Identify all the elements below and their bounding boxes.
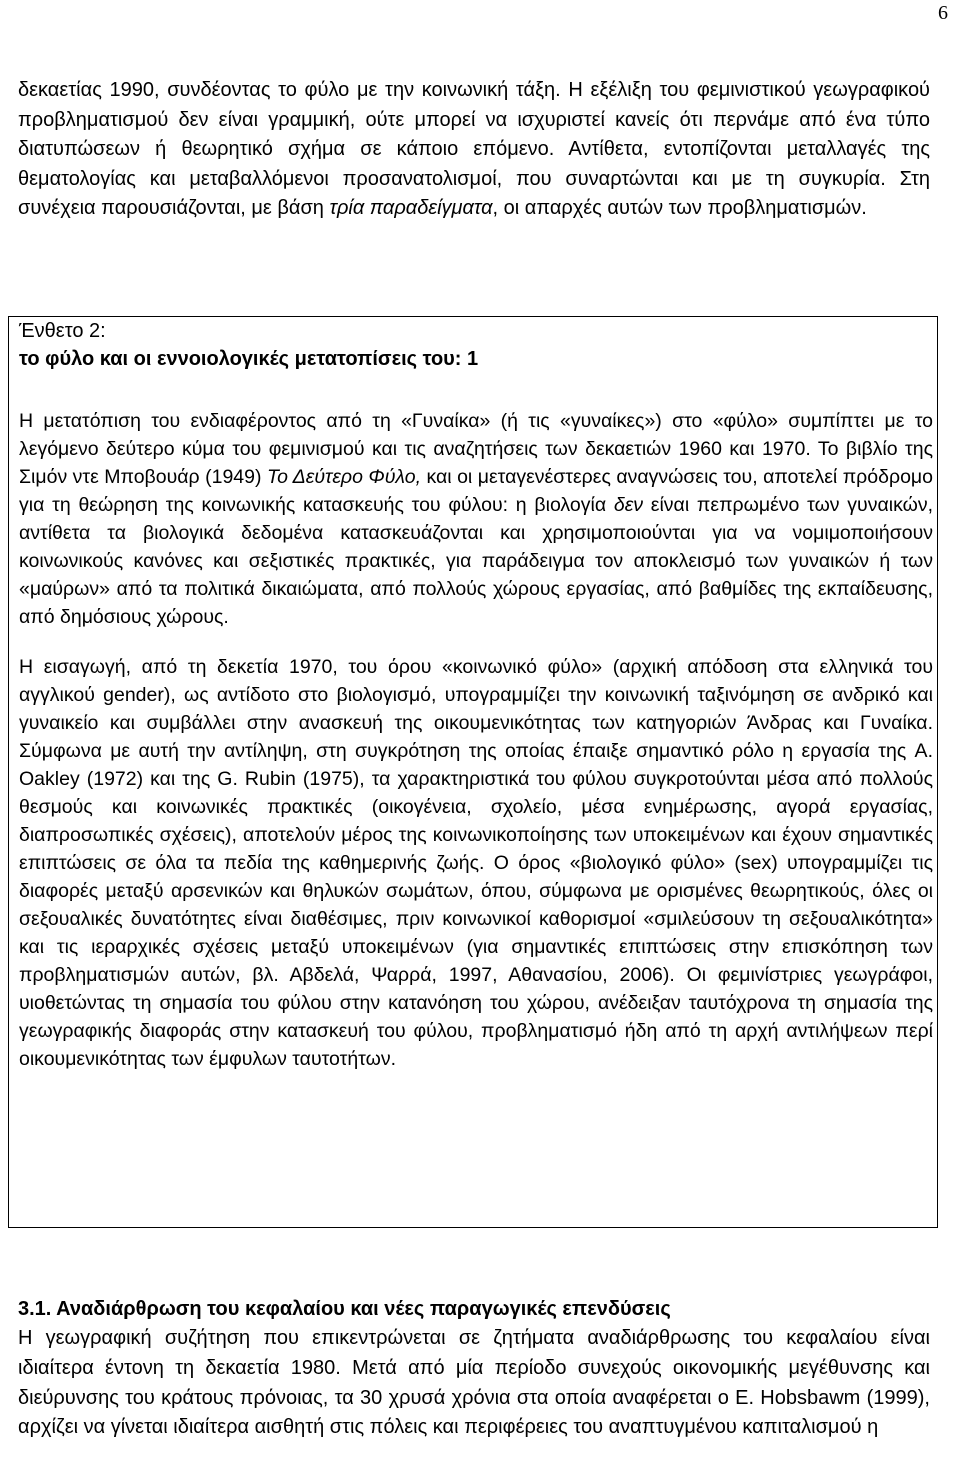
inset-box xyxy=(8,316,938,1228)
inset-p1-text-a: Η μετατόπιση του ενδιαφέροντος από τη «Γυναίκα» (ή τις «γυναίκες») στο «φύλο» συμπίπτει με το λεγόμενο δεύτερο κύμα του φεμινισμού και τις αναζητήσεις των δεκαετιών 1960 και 1970. Το βιβλίο της Σιμόν ντε Μποβουάρ (1949) xyxy=(19,410,933,488)
intro-paragraph xyxy=(18,76,930,224)
section-3-1 xyxy=(18,1294,930,1443)
section-paragraph: Η γεωγραφική συζήτηση που επικεντρώνεται σε ζητήματα αναδιάρθρωσης του κεφαλαίου είναι ιδιαίτερα έντονη τη δεκαετία 1980. Μετά από μία περίοδο συνεχούς οικονομικής μεγέθυνσης και διεύρυνσης του κράτους πρόνοιας, τα 30 χρυσά χρόνια στα οποία αναφέρεται ο E. Hobsbawm (1999), αρχίζει να γίνεται ιδιαίτερα αισθητή στις πόλεις και περιφέρειες του αναπτυγμένου καπιταλισμού η xyxy=(18,1327,930,1439)
inset-paragraph-2: Η εισαγωγή, από τη δεκετία 1970, του όρου «κοινωνικό φύλο» (αρχική απόδοση στα ελληνικά του αγγλικού gender), ως αντίδοτο στο βιολογισμό, υπογραμμίζει την κοινωνική ταξινόμηση σε ανδρικό και γυναικείο και συμβάλλει στην ανασκευή της οικουμενικότητας των κατηγοριών Άνδρας και Γυναίκα. Σύμφωνα με αυτή την αντίληψη, στη συγκρότηση της οποίας έπαιξε σημαντικό ρόλο η εργασία της A. Oakley (1972) και της G. Rubin (1975), τα χαρακτηριστικά του φύλου συγκροτούνται μέσα από πολλούς θεσμούς και κοινωνικές πρακτικές (οικογένεια, σχολείο, μέσα ενημέρωσης, αγορά εργασίας, διαπροσωπικές σχέσεις), αποτελούν μέρος της κοινωνικοποίησης των υποκειμένων και έχουν σημαντικές επιπτώσεις σε όλα τα πεδία της καθημερινής ζωής. Ο όρος «βιολογικό φύλο» (sex) υπογραμμίζει τις διαφορές μεταξύ αρσενικών και θηλυκών σωμάτων, όπου, σύμφωνα με ορισμένες θεωρητικούς, όλες οι σεξουαλικές δυνατότητες είναι διαθέσιμες, πριν κοινωνικοί καθορισμοί «σμιλεύσουν τη σεξουαλικότητα» και τις ιεραρχικές σχέσεις μεταξύ υποκειμένων (για σημαντικές επιπτώσεις στην επισκόπηση των προβληματισμών αυτών, βλ. Αβδελά, Ψαρρά, 1997, Αθανασίου, 2006). Οι φεμινίστριες γεωγράφοι, υιοθετώντας τη σημασία του φύλου στην κατανόηση του χώρου, ανέδειξαν ταυτόχρονα τη σημασία της γεωγραφικής διαφοράς στην κατασκευή του φύλου, προβληματισμό ήδη από τη αρχή αντιλήψεων περί οικουμενικότητας των έμφυλων ταυτοτήτων. xyxy=(19,656,933,1070)
inset-p1-text-c: είναι πεπρωμένο των γυναικών, αντίθετα τα βιολογικά δεδομένα κατασκευάζονται και χρησιμοποιούνται για να νομιμοποιήσουν κοινωνικούς κανόνες και σεξιστικές πρακτικές, για παράδειγμα τον αποκλεισμό των γυναικών ή των «μαύρων» από τα πολιτικά δικαιώματα, από πολλούς χώρους εργασίας, από βαθμίδες της εκπαίδευσης, από δημόσιους χώρους. xyxy=(19,494,933,628)
inset-p1-book-title: Το Δεύτερο Φύλο, xyxy=(266,466,422,488)
inset-box-content xyxy=(19,317,933,1073)
inset-title: το φύλο και οι εννοιολογικές μετατοπίσεις του: 1 xyxy=(19,348,479,370)
inset-heading xyxy=(19,317,933,373)
inset-paragraph-1 xyxy=(19,407,933,631)
intro-text-b: , οι απαρχές αυτών των προβληματισμών. xyxy=(492,197,867,219)
inset-p1-text-b: και οι μεταγενέστερες αναγνώσεις του, αποτελεί πρόδρομο για τη θεώρηση της κοινωνικής κατασκευής του φύλου: η βιολογία xyxy=(19,466,933,516)
intro-text-a: δεκαετίας 1990, συνδέοντας το φύλο με την κοινωνική τάξη. Η εξέλιξη του φεμινιστικού γεωγραφικού προβληματισμού δεν είναι γραμμική, ούτε μπορεί να ισχυριστεί κανείς ότι περνάμε από ένα τύπο διατυπώσεων ή θεωρητικό σχήμα σε κάποιο επόμενο. Αντίθετα, εντοπίζονται μεταλλαγές της θεματολογίας και μεταβαλλόμενοι προσανατολισμοί, που συναρτώνται και με τη συγκυρία. Στη συνέχεια παρουσιάζονται, με βάση xyxy=(18,79,930,219)
inset-p1-italic-den: δεν xyxy=(613,494,644,516)
intro-italic: τρία παραδείγματα xyxy=(329,197,493,219)
inset-label: Ένθετο 2: xyxy=(19,320,106,342)
section-heading: 3.1. Αναδιάρθρωση του κεφαλαίου και νέες παραγωγικές επενδύσεις xyxy=(18,1298,671,1320)
page-number: 6 xyxy=(938,2,948,24)
